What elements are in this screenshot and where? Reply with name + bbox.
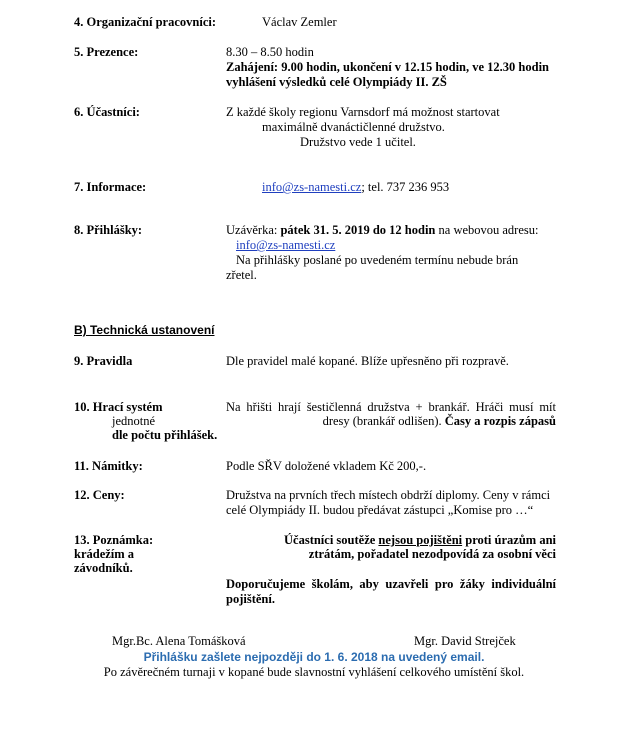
section-6-line3: Družstvo vede 1 učitel. — [300, 135, 416, 149]
section-13-label2: krádežím a — [74, 547, 135, 561]
not-insured-text: nejsou pojištěni — [378, 533, 463, 547]
section-8-note1: Na přihlášky poslané po uvedeném termínu nebude brán — [236, 253, 519, 267]
deadline-date: pátek 31. 5. 2019 do 12 hodin — [280, 223, 436, 237]
section-5-line3: vyhlášení výsledků celé Olympiády II. ZŠ — [226, 75, 447, 89]
dress-text: dresy (brankář odlišen). — [322, 414, 445, 428]
section-10-label3: dle počtu přihlášek. — [112, 428, 218, 442]
section-9-text: Dle pravidel malé kopané. Blíže upřesněno při rozpravě. — [226, 354, 509, 368]
section-11-label: 11. Námitky: — [74, 459, 143, 473]
section-10-label: 10. Hrací systém — [74, 400, 163, 414]
section-11-text: Podle SŘV doložené vkladem Kč 200,-. — [226, 459, 427, 473]
section-8-email-line — [236, 238, 335, 253]
section-4-label: 4. Organizační pracovníci: — [74, 15, 216, 29]
section-6-label: 6. Účastníci: — [74, 105, 140, 119]
deadline-suffix: na webovou adresu: — [435, 223, 539, 237]
participants-text: Účastníci soutěže — [284, 533, 379, 547]
section-8-label: 8. Přihlášky: — [74, 223, 143, 237]
section-12-text1: Družstva na prvních třech místech obdrží diplomy. Ceny v rámci — [226, 488, 551, 502]
match-schedule-text: Časy a rozpis zápasů — [444, 414, 556, 428]
section-13-text3: Doporučujeme školám, aby uzavřeli pro žáky individuální — [226, 577, 556, 591]
section-13-text4: pojištění. — [226, 592, 275, 606]
section-13-label1: 13. Poznámka: — [74, 533, 154, 547]
footer-highlight: Přihlášku zašlete nejpozději do 1. 6. 2018 na uvedený email. — [143, 650, 485, 664]
section-9-label: 9. Pravidla — [74, 354, 133, 368]
section-13-text1 — [284, 533, 556, 548]
signature-right: Mgr. David Strejček — [414, 634, 516, 648]
section-8-note2: zřetel. — [226, 268, 257, 282]
phone-number: ; tel. 737 236 953 — [361, 180, 450, 194]
deadline-prefix: Uzávěrka: — [226, 223, 281, 237]
section-7-label: 7. Informace: — [74, 180, 147, 194]
section-6-line2: maximálně dvanáctičlenné družstvo. — [262, 120, 445, 134]
section-5-time: 8.30 – 8.50 hodin — [226, 45, 314, 59]
section-5-label: 5. Prezence: — [74, 45, 139, 59]
section-12-label: 12. Ceny: — [74, 488, 125, 502]
section-4-value: Václav Zemler — [262, 15, 337, 29]
section-b-heading: B) Technická ustanovení — [74, 323, 215, 337]
signature-left: Mgr.Bc. Alena Tomášková — [112, 634, 246, 648]
section-6-line1: Z každé školy regionu Varnsdorf má možnost startovat — [226, 105, 500, 119]
info-email-link[interactable]: info@zs-namesti.cz — [262, 180, 362, 194]
section-12-text2: celé Olympiády II. budou předávat zástupci „Komise pro …“ — [226, 503, 534, 517]
section-13-text2: ztrátám, pořadatel nezodpovídá za osobní věci — [308, 547, 556, 561]
section-8-deadline-line — [226, 223, 539, 238]
section-10-label2: jednotné — [112, 414, 156, 428]
section-10-text2 — [323, 414, 556, 429]
injury-text: proti úrazům ani — [462, 533, 556, 547]
footer-line: Po závěrečném turnaji v kopané bude slavnostní vyhlášení celkového umístění škol. — [103, 665, 525, 679]
section-7-contact — [262, 180, 449, 195]
section-5-line2: Zahájení: 9.00 hodin, ukončení v 12.15 hodin, ve 12.30 hodin — [226, 60, 549, 74]
section-10-text1: Na hřišti hrají šestičlenná družstva + brankář. Hráči musí mít — [226, 400, 556, 414]
section-13-label3: závodníků. — [74, 561, 133, 575]
application-email-link[interactable]: info@zs-namesti.cz — [236, 238, 336, 252]
